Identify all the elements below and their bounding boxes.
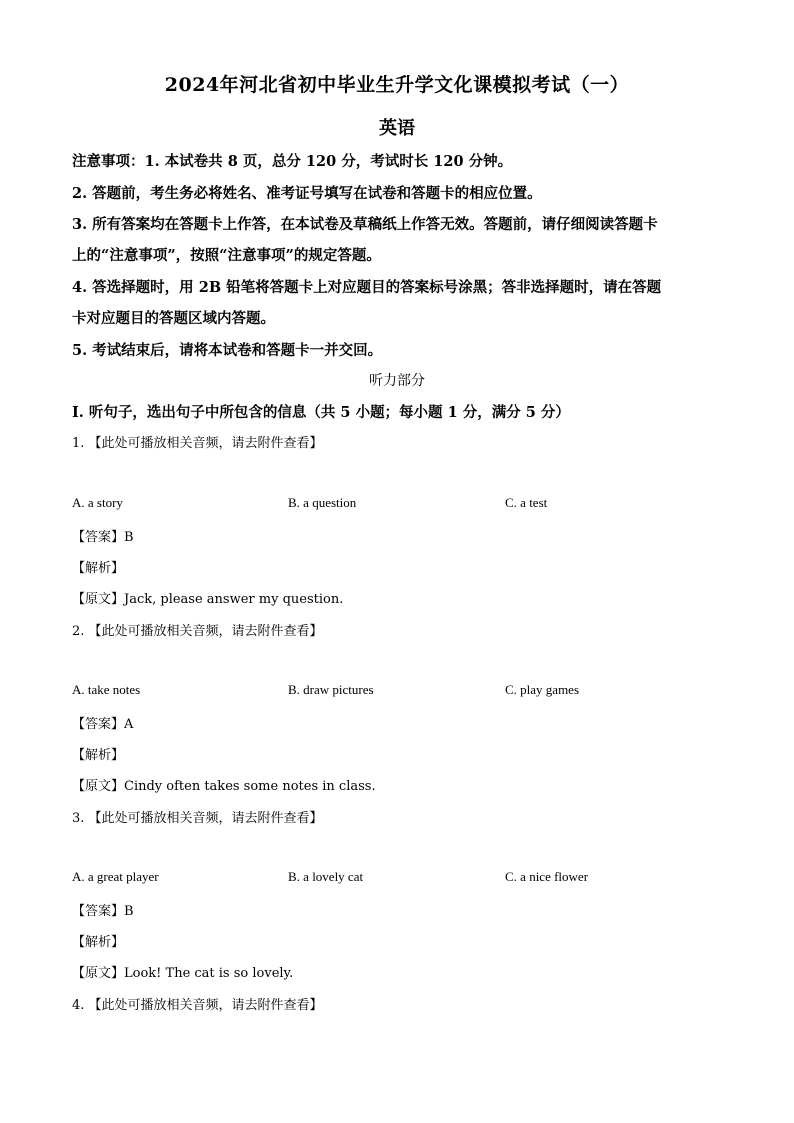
option-c: C. play games <box>505 682 580 697</box>
analysis: 【解析】 <box>72 935 125 950</box>
notes-line-4: 上的“注意事项”，按照“注意事项”的规定答题。 <box>72 247 381 264</box>
original-text: 【原文】Look! The cat is so lovely. <box>72 966 294 981</box>
notes-line-7: 5. 考试结束后，请将本试卷和答题卡一并交回。 <box>72 342 383 359</box>
notes-line-1: 注意事项：1. 本试卷共 8 页，总分 120 分，考试时长 120 分钟。 <box>72 153 513 170</box>
option-a: A. a great player <box>72 869 159 884</box>
option-c: C. a nice flower <box>505 869 589 884</box>
option-b: B. draw pictures <box>288 682 374 697</box>
notes-line-3: 3. 所有答案均在答题卡上作答，在本试卷及草稿纸上作答无效。答题前，请仔细阅读答题卡 <box>72 216 658 233</box>
answer: 【答案】B <box>72 530 134 545</box>
option-c: C. a test <box>505 495 548 510</box>
subject-title: 英语 <box>379 118 415 139</box>
question-prompt: 1. 【此处可播放相关音频，请去附件查看】 <box>72 436 323 451</box>
analysis: 【解析】 <box>72 561 125 576</box>
question-prompt: 2. 【此处可播放相关音频，请去附件查看】 <box>72 624 323 639</box>
option-b: B. a question <box>288 495 357 510</box>
notes-line-5: 4. 答选择题时，用 2B 铅笔将答题卡上对应题目的答案标号涂黑；答非选择题时，请在答题 <box>72 279 662 296</box>
option-a: A. take notes <box>72 682 141 697</box>
original-text: 【原文】Jack, please answer my question. <box>72 592 344 607</box>
option-a: A. a story <box>72 495 123 510</box>
option-b: B. a lovely cat <box>288 869 364 884</box>
question-prompt: 4. 【此处可播放相关音频，请去附件查看】 <box>72 998 323 1013</box>
analysis: 【解析】 <box>72 748 125 763</box>
notes-line-2: 2. 答题前，考生务必将姓名、准考证号填写在试卷和答题卡的相应位置。 <box>72 185 542 202</box>
section-title: 听力部分 <box>369 373 425 389</box>
exam-title: 2024年河北省初中毕业生升学文化课模拟考试（一） <box>164 74 630 96</box>
part-heading: I. 听句子，选出句子中所包含的信息（共 5 小题；每小题 1 分，满分 5 分） <box>72 404 570 421</box>
original-text: 【原文】Cindy often takes some notes in class. <box>72 779 376 794</box>
answer: 【答案】A <box>72 717 134 732</box>
notes-line-6: 卡对应题目的答题区域内答题。 <box>72 310 275 327</box>
question-prompt: 3. 【此处可播放相关音频，请去附件查看】 <box>72 811 323 826</box>
answer: 【答案】B <box>72 904 134 919</box>
